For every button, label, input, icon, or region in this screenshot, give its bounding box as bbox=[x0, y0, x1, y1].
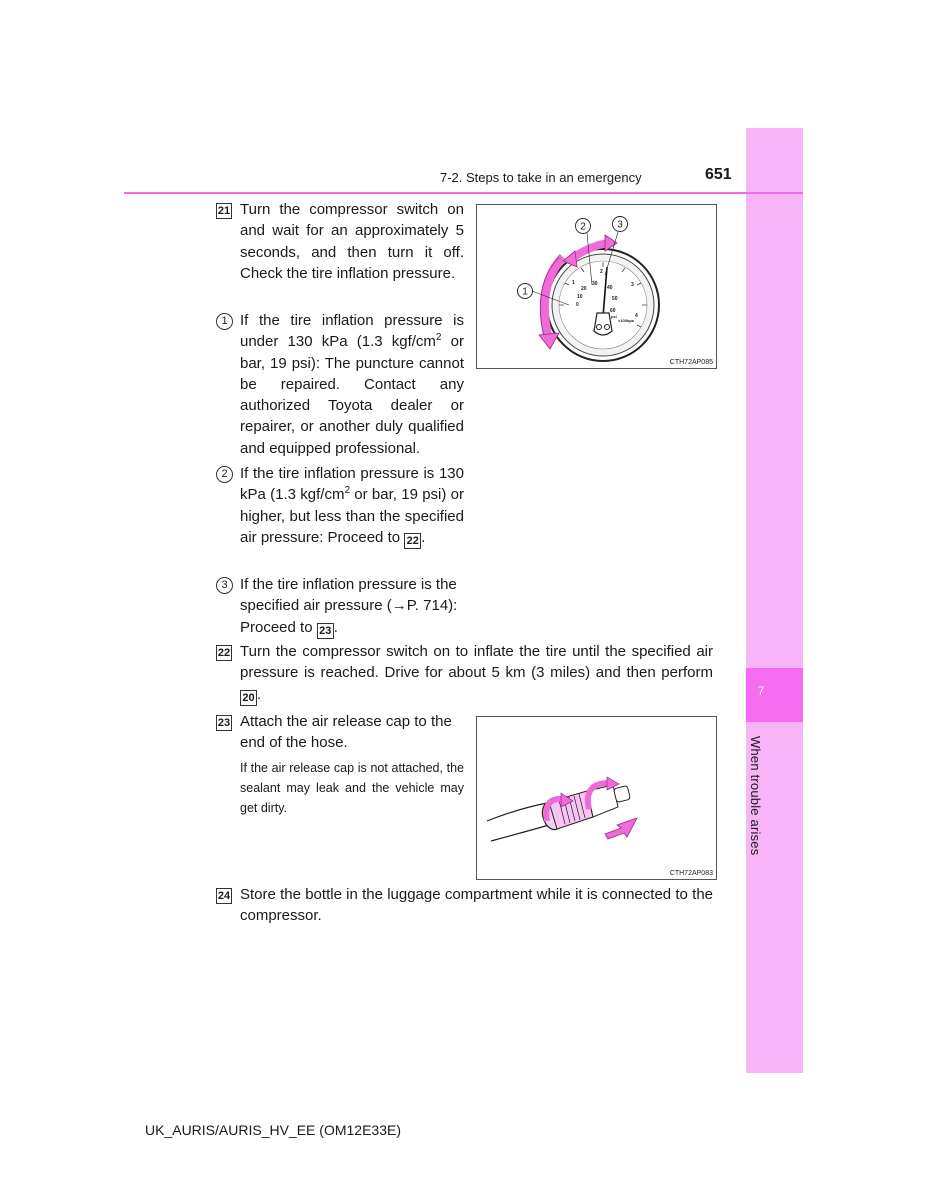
step-ref-22[interactable]: 22 bbox=[404, 533, 421, 549]
pressure-gauge-illustration bbox=[477, 205, 716, 368]
step-23-note: If the air release cap is not attached, the sealant may leak and the vehicle may get dirty. bbox=[240, 761, 464, 815]
arrow-glyph: → bbox=[391, 597, 407, 615]
scale-label: 50 bbox=[612, 296, 618, 302]
document-id: UK_AURIS/AURIS_HV_EE (OM12E33E) bbox=[145, 1122, 401, 1138]
callout-1: 1 bbox=[522, 286, 528, 298]
scale-label: 2 bbox=[600, 269, 603, 275]
scale-label: 60 bbox=[610, 308, 616, 314]
scale-label: 10 bbox=[577, 294, 583, 300]
item-1-text: If the tire inflation pressure is under 130 kPa (1.3 kgf/$cm^2$ or bar, 19 psi): The puncture cannot be repaired. Contact any authorized Toyota dealer or repairer, or another duly qualified and equipped professional. bbox=[240, 312, 464, 457]
step-number-24: 24 bbox=[217, 890, 231, 902]
scale-label: ×100kpa bbox=[618, 318, 634, 323]
scale-label: 0 bbox=[576, 302, 579, 308]
push-arrow bbox=[605, 818, 637, 839]
item-2-text: If the tire inflation pressure is 130 kPa (1.3 kgf/$cm^2$ or bar, 19 psi) or higher, but less than the specified air pressure: Proceed to 22 . bbox=[240, 465, 465, 547]
step-22-text: Turn the compressor switch on to inflate the tire until the specified air pressure is reached. Drive for about 5 km (3 miles) and then perform 20 . bbox=[240, 643, 713, 704]
step-ref-23[interactable]: 23 bbox=[317, 623, 334, 639]
figure-code: CTH72AP085 bbox=[669, 359, 713, 366]
scale-label: psi bbox=[611, 314, 617, 319]
callout-2: 2 bbox=[580, 221, 586, 233]
chapter-title: When trouble arises bbox=[748, 736, 763, 856]
scale-label: 3 bbox=[631, 282, 634, 288]
gauge-figure bbox=[476, 204, 717, 369]
item-number-1: 1 bbox=[216, 313, 233, 330]
chapter-side-tab bbox=[746, 128, 803, 1073]
step-ref-20[interactable]: 20 bbox=[240, 690, 257, 706]
scale-label: 1 bbox=[572, 280, 575, 286]
step-21-text: Turn the compressor switch on and wait for an approximately 5 seconds, and then turn it off. Check the tire inflation pressure. bbox=[240, 201, 464, 282]
scale-label: 4 bbox=[635, 313, 638, 319]
air-release-cap-illustration bbox=[477, 717, 716, 879]
step-number-23: 23 bbox=[217, 717, 231, 729]
callout-3: 3 bbox=[617, 219, 623, 231]
scale-label: 20 bbox=[581, 286, 587, 292]
scale-label: 40 bbox=[607, 285, 613, 291]
scale-label: 30 bbox=[592, 281, 598, 287]
figure-code: CTH72AP083 bbox=[669, 870, 713, 877]
step-number-22: 22 bbox=[217, 647, 231, 659]
step-24-text: Store the bottle in the luggage compartment while it is connected to the compressor. bbox=[240, 886, 713, 925]
chapter-number: 7 bbox=[757, 684, 765, 698]
cap-figure bbox=[476, 716, 717, 880]
header-rule bbox=[124, 192, 803, 194]
section-title: 7-2. Steps to take in an emergency bbox=[440, 170, 642, 185]
item-number-2: 2 bbox=[216, 466, 233, 483]
step-number-21: 21 bbox=[217, 205, 231, 217]
item-3-text: If the tire inflation pressure is the specified air pressure (→P. 714): Proceed to 23 . bbox=[240, 576, 458, 637]
item-number-3: 3 bbox=[216, 577, 233, 594]
page-number: 651 bbox=[705, 166, 732, 183]
step-23-text: Attach the air release cap to the end of the hose. bbox=[240, 713, 452, 752]
